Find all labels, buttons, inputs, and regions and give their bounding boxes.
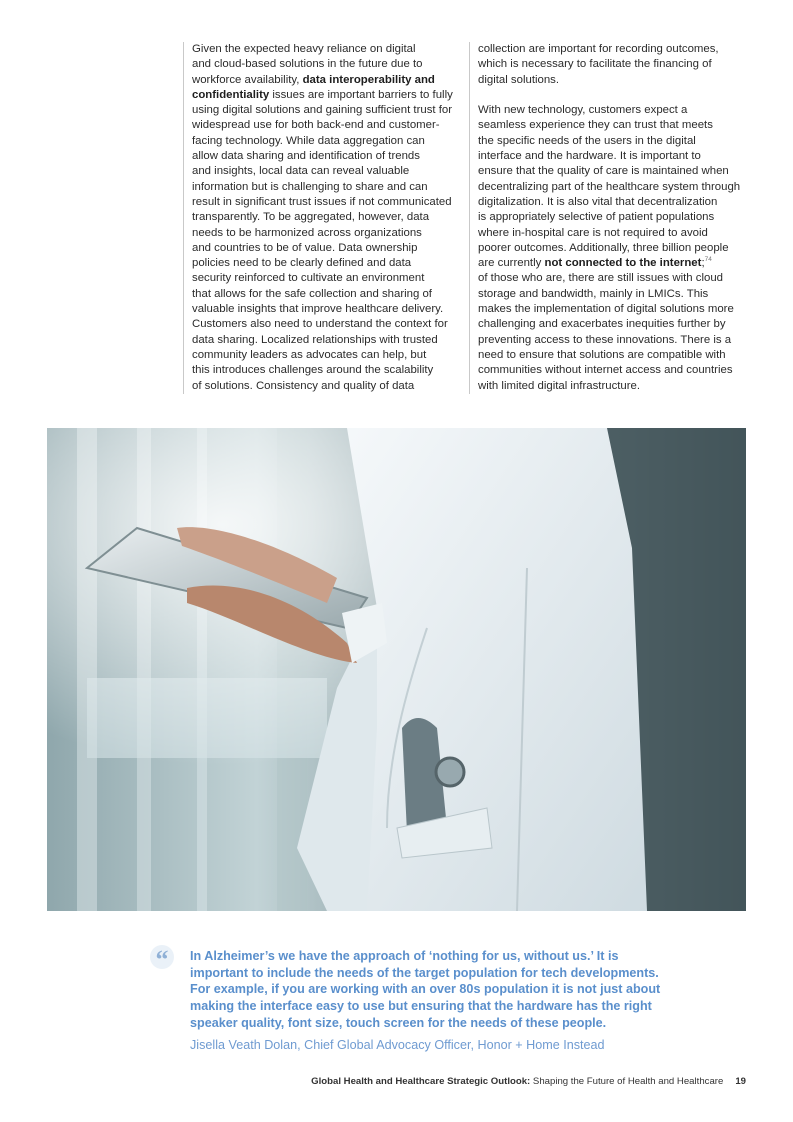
text-line — [192, 195, 470, 210]
text-run: ; — [701, 257, 705, 270]
text-run: interface and the hardware. It is important to — [478, 150, 701, 163]
page-number: 19 — [735, 1076, 746, 1087]
text-run: with limited digital infrastructure. — [478, 379, 641, 392]
text-line — [192, 302, 470, 317]
text-line — [478, 73, 758, 88]
text-run: preventing access to these innovations. There is a — [478, 333, 732, 346]
text-run: communities without internet access and countries — [478, 364, 733, 377]
text-line — [192, 317, 470, 332]
quote-line: making the interface easy to use but ensuring that the hardware has the right — [190, 999, 652, 1014]
text-line — [192, 134, 470, 149]
text-run: decentralizing part of the healthcare system through — [478, 180, 741, 193]
footer-report-title: Global Health and Healthcare Strategic Outlook: — [311, 1076, 531, 1087]
text-line — [478, 256, 758, 271]
text-line — [478, 57, 758, 72]
text-run: need to ensure that solutions are compatible with — [478, 348, 726, 361]
text-run: storage and bandwidth, mainly in LMICs. This — [478, 287, 709, 300]
page-footer — [300, 1076, 746, 1087]
text-line — [192, 57, 470, 72]
text-line — [192, 149, 470, 164]
bold-phrase: confidentiality — [192, 88, 270, 101]
text-line — [478, 210, 758, 225]
text-run: result in significant trust issues if not communicated — [192, 195, 452, 208]
text-line — [192, 363, 470, 378]
text-run: are currently — [478, 257, 545, 270]
text-line — [192, 256, 470, 271]
text-line — [192, 241, 470, 256]
text-run: security reinforced to cultivate an environment — [192, 272, 425, 285]
text-run: where in-hospital care is not required to avoid — [478, 226, 708, 239]
text-line — [192, 333, 470, 348]
quote-attribution: Jisella Veath Dolan, Chief Global Advocacy Officer, Honor + Home Instead — [190, 1038, 605, 1052]
text-run: With new technology, customers expect a — [478, 104, 688, 117]
text-run: information but is challenging to share and can — [192, 180, 428, 193]
text-line — [478, 287, 758, 302]
text-run: Customers also need to understand the context for — [192, 318, 448, 331]
text-run: facing technology. While data aggregation can — [192, 134, 425, 147]
text-run: widespread use for both back-end and customer- — [192, 119, 440, 132]
text-line — [192, 103, 470, 118]
text-line — [192, 88, 470, 103]
text-line — [478, 134, 758, 149]
text-run: policies need to be clearly defined and data — [192, 257, 412, 270]
text-line — [478, 88, 758, 103]
text-line — [478, 241, 758, 256]
text-run: the specific needs of the users in the digital — [478, 134, 696, 147]
text-line — [478, 317, 758, 332]
text-run: collection are important for recording outcomes, — [478, 43, 719, 55]
text-line — [478, 333, 758, 348]
quote-line: important to include the needs of the target population for tech developments. — [190, 965, 659, 980]
text-line — [192, 348, 470, 363]
text-line — [478, 379, 758, 394]
text-run: issues are important barriers to fully — [269, 88, 453, 101]
text-run: valuable insights that improve healthcare delivery. — [192, 303, 444, 316]
quote-line: speaker quality, font size, touch screen for the needs of these people. — [190, 1015, 607, 1030]
text-line — [478, 226, 758, 241]
text-run: that allows for the safe collection and sharing of — [192, 287, 432, 300]
footnote-reference[interactable]: 74 — [704, 256, 712, 264]
text-line — [478, 302, 758, 317]
text-line — [192, 226, 470, 241]
pull-quote — [190, 948, 710, 1032]
text-run: makes the implementation of digital solutions more — [478, 303, 734, 316]
text-line — [192, 271, 470, 286]
footer-report-subtitle: Shaping the Future of Health and Healthcare — [530, 1076, 724, 1087]
text-line — [478, 363, 758, 378]
quotation-mark-icon: “ — [150, 945, 174, 969]
text-run: data sharing. Localized relationships with trusted — [192, 333, 438, 346]
doctor-with-tablet-photo — [47, 428, 746, 911]
text-line — [478, 42, 758, 57]
text-run: of solutions. Consistency and quality of data — [192, 379, 415, 392]
text-run: allow data sharing and identification of trends — [192, 150, 420, 163]
text-run: digital solutions. — [478, 73, 560, 86]
text-line — [478, 103, 758, 118]
text-line — [192, 73, 470, 88]
text-run: workforce availability, — [192, 73, 303, 86]
text-line — [478, 271, 758, 286]
text-line — [192, 379, 470, 394]
text-run: challenging and exacerbates inequities further by — [478, 318, 726, 331]
text-run: and insights, local data can reveal valuable — [192, 165, 410, 178]
text-run: seamless experience they can trust that meets — [478, 119, 713, 132]
text-run: and cloud-based solutions in the future due to — [192, 58, 423, 71]
text-run: of those who are, there are still issues with cloud — [478, 272, 724, 285]
text-line — [192, 118, 470, 133]
text-run: needs to be harmonized across organizations — [192, 226, 422, 239]
text-line — [192, 164, 470, 179]
text-line — [478, 149, 758, 164]
text-line — [478, 164, 758, 179]
text-line — [478, 180, 758, 195]
text-run: transparently. To be aggregated, however, data — [192, 211, 430, 224]
text-run: and countries to be of value. Data ownership — [192, 241, 418, 254]
text-run: is appropriately selective of patient populations — [478, 211, 715, 224]
body-text-left-column — [183, 42, 470, 394]
text-run: ensure that the quality of care is maintained when — [478, 165, 729, 178]
text-line — [192, 287, 470, 302]
text-line — [192, 210, 470, 225]
text-run: Given the expected heavy reliance on digital — [192, 43, 416, 55]
text-line — [478, 348, 758, 363]
text-run: community leaders as advocates can help, but — [192, 348, 427, 361]
body-text-right-column — [469, 42, 758, 394]
text-line — [192, 180, 470, 195]
bold-phrase: data interoperability and — [302, 73, 435, 86]
quote-line: For example, if you are working with an over 80s population it is not just about — [190, 982, 661, 997]
text-run: using digital solutions and gaining sufficient trust for — [192, 104, 453, 117]
text-line — [478, 118, 758, 133]
bold-phrase: not connected to the internet — [544, 257, 702, 270]
quote-line: In Alzheimer’s we have the approach of ‘nothing for us, without us.’ It is — [190, 949, 619, 963]
text-run: this introduces challenges around the scalability — [192, 364, 434, 377]
text-line — [478, 195, 758, 210]
text-line — [192, 42, 470, 57]
text-run: poorer outcomes. Additionally, three billion people — [478, 241, 729, 254]
text-run: digitalization. It is also vital that decentralization — [478, 195, 718, 208]
text-run: which is necessary to facilitate the financing of — [478, 58, 712, 71]
